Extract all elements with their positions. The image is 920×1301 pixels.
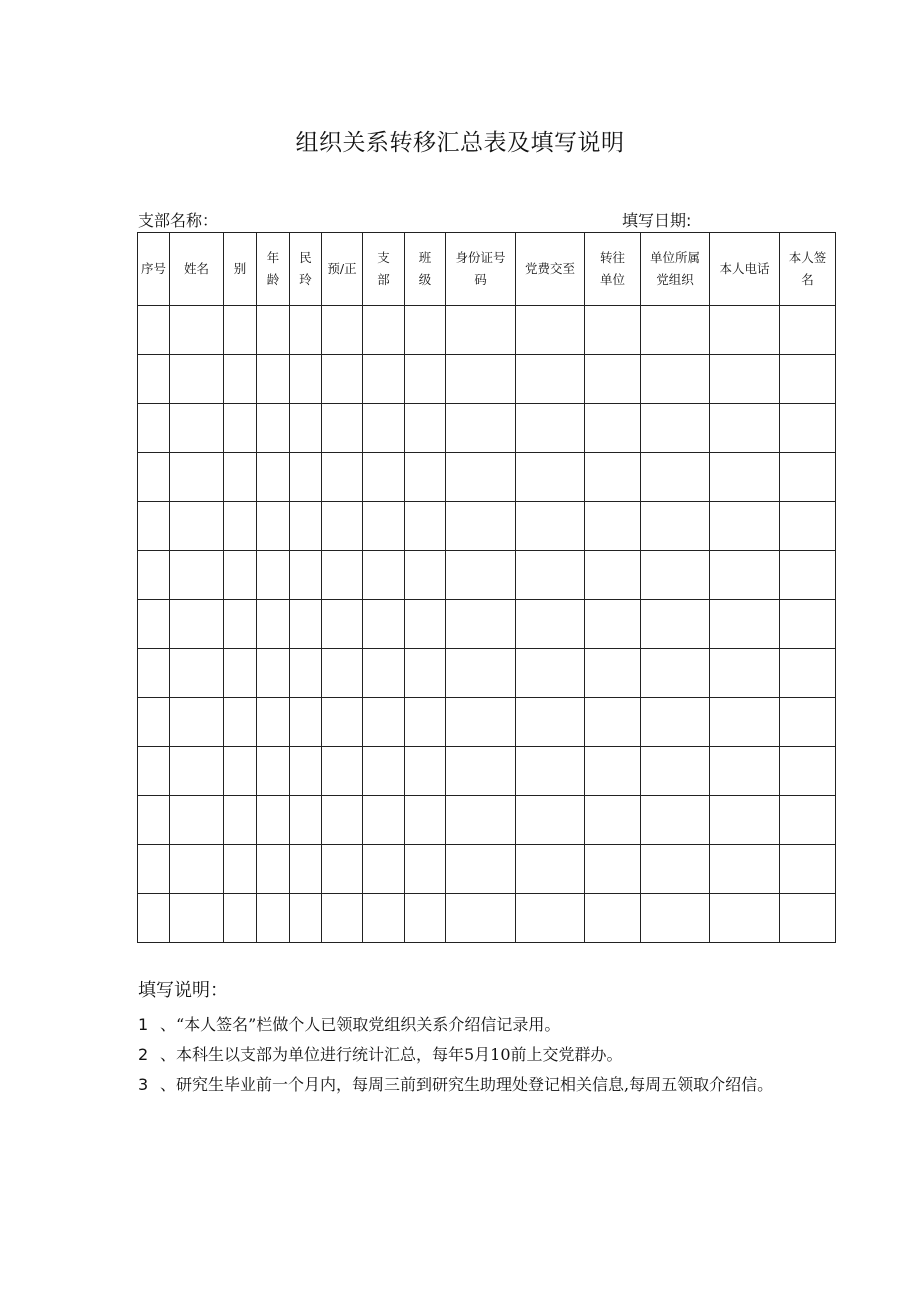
cell-class[interactable]: [405, 600, 446, 649]
cell-name[interactable]: [170, 551, 224, 600]
cell-age[interactable]: [257, 551, 290, 600]
cell-sign[interactable]: [780, 306, 836, 355]
cell-branch[interactable]: [363, 845, 405, 894]
cell-transfer[interactable]: [585, 502, 641, 551]
table-row: [138, 894, 836, 943]
cell-id[interactable]: [446, 551, 516, 600]
instruction-item-3: [138, 1070, 838, 1100]
cell-fee[interactable]: [516, 600, 585, 649]
cell-ethnic[interactable]: [290, 845, 322, 894]
cell-status[interactable]: [322, 894, 363, 943]
cell-id[interactable]: [446, 845, 516, 894]
cell-org[interactable]: [641, 796, 710, 845]
table-row: [138, 355, 836, 404]
cell-name[interactable]: [170, 453, 224, 502]
cell-seq[interactable]: [138, 845, 170, 894]
cell-transfer[interactable]: [585, 894, 641, 943]
cell-fee[interactable]: [516, 551, 585, 600]
instruction-item-2: [138, 1040, 838, 1070]
cell-class[interactable]: [405, 355, 446, 404]
cell-class[interactable]: [405, 306, 446, 355]
cell-gender[interactable]: [224, 649, 257, 698]
cell-id[interactable]: [446, 502, 516, 551]
table-row: [138, 502, 836, 551]
col-header-status: 预/正: [322, 233, 363, 306]
cell-org[interactable]: [641, 845, 710, 894]
col-header-party-org: 单位所属 党组织: [641, 233, 710, 306]
cell-id[interactable]: [446, 894, 516, 943]
cell-status[interactable]: [322, 796, 363, 845]
cell-status[interactable]: [322, 747, 363, 796]
cell-sign[interactable]: [780, 355, 836, 404]
cell-fee[interactable]: [516, 845, 585, 894]
cell-fee[interactable]: [516, 796, 585, 845]
cell-phone[interactable]: [710, 894, 780, 943]
table-row: [138, 698, 836, 747]
col-header-seq: 序号: [138, 233, 170, 306]
cell-sign[interactable]: [780, 551, 836, 600]
instructions-heading: 填写说明：: [138, 980, 228, 1001]
cell-gender[interactable]: [224, 894, 257, 943]
cell-ethnic[interactable]: [290, 502, 322, 551]
cell-gender[interactable]: [224, 502, 257, 551]
cell-status[interactable]: [322, 502, 363, 551]
cell-age[interactable]: [257, 355, 290, 404]
cell-gender[interactable]: [224, 404, 257, 453]
cell-ethnic[interactable]: [290, 747, 322, 796]
col-header-ethnic: 民 玲: [290, 233, 322, 306]
cell-class[interactable]: [405, 502, 446, 551]
cell-branch[interactable]: [363, 747, 405, 796]
cell-gender[interactable]: [224, 796, 257, 845]
cell-seq[interactable]: [138, 600, 170, 649]
cell-branch[interactable]: [363, 600, 405, 649]
cell-age[interactable]: [257, 698, 290, 747]
fill-date-label: 填写日期:: [622, 211, 692, 230]
cell-seq[interactable]: [138, 649, 170, 698]
cell-class[interactable]: [405, 649, 446, 698]
cell-branch[interactable]: [363, 453, 405, 502]
cell-seq[interactable]: [138, 306, 170, 355]
cell-org[interactable]: [641, 894, 710, 943]
table-row: [138, 649, 836, 698]
cell-fee[interactable]: [516, 649, 585, 698]
cell-org[interactable]: [641, 355, 710, 404]
cell-phone[interactable]: [710, 649, 780, 698]
cell-org[interactable]: [641, 453, 710, 502]
cell-seq[interactable]: [138, 404, 170, 453]
cell-fee[interactable]: [516, 355, 585, 404]
cell-org[interactable]: [641, 600, 710, 649]
cell-gender[interactable]: [224, 698, 257, 747]
cell-org[interactable]: [641, 404, 710, 453]
cell-transfer[interactable]: [585, 747, 641, 796]
cell-seq[interactable]: [138, 502, 170, 551]
cell-branch[interactable]: [363, 698, 405, 747]
cell-transfer[interactable]: [585, 698, 641, 747]
cell-name[interactable]: [170, 355, 224, 404]
cell-class[interactable]: [405, 894, 446, 943]
cell-status[interactable]: [322, 355, 363, 404]
cell-branch[interactable]: [363, 796, 405, 845]
cell-transfer[interactable]: [585, 453, 641, 502]
cell-transfer[interactable]: [585, 306, 641, 355]
cell-phone[interactable]: [710, 453, 780, 502]
cell-ethnic[interactable]: [290, 698, 322, 747]
cell-class[interactable]: [405, 747, 446, 796]
cell-gender[interactable]: [224, 551, 257, 600]
cell-id[interactable]: [446, 453, 516, 502]
cell-ethnic[interactable]: [290, 649, 322, 698]
cell-age[interactable]: [257, 600, 290, 649]
cell-transfer[interactable]: [585, 404, 641, 453]
cell-age[interactable]: [257, 894, 290, 943]
cell-name[interactable]: [170, 502, 224, 551]
cell-phone[interactable]: [710, 306, 780, 355]
cell-name[interactable]: [170, 796, 224, 845]
cell-org[interactable]: [641, 306, 710, 355]
col-header-fee-paid-to: 党费交至: [516, 233, 585, 306]
cell-ethnic[interactable]: [290, 894, 322, 943]
cell-transfer[interactable]: [585, 845, 641, 894]
cell-phone[interactable]: [710, 600, 780, 649]
instruction-text: 、本科生以支部为单位进行统计汇总，每年5月10前上交党群办。: [160, 1045, 623, 1064]
cell-fee[interactable]: [516, 502, 585, 551]
col-header-transfer-unit: 转往 单位: [585, 233, 641, 306]
cell-ethnic[interactable]: [290, 404, 322, 453]
cell-age[interactable]: [257, 453, 290, 502]
col-header-age: 年 龄: [257, 233, 290, 306]
cell-seq[interactable]: [138, 698, 170, 747]
cell-seq[interactable]: [138, 796, 170, 845]
cell-seq[interactable]: [138, 894, 170, 943]
cell-ethnic[interactable]: [290, 306, 322, 355]
cell-class[interactable]: [405, 845, 446, 894]
cell-id[interactable]: [446, 796, 516, 845]
cell-org[interactable]: [641, 747, 710, 796]
cell-name[interactable]: [170, 894, 224, 943]
cell-org[interactable]: [641, 698, 710, 747]
cell-gender[interactable]: [224, 355, 257, 404]
cell-sign[interactable]: [780, 404, 836, 453]
cell-status[interactable]: [322, 600, 363, 649]
cell-class[interactable]: [405, 551, 446, 600]
col-header-class: 班 级: [405, 233, 446, 306]
instruction-number: 1: [138, 1015, 149, 1034]
cell-org[interactable]: [641, 502, 710, 551]
cell-sign[interactable]: [780, 845, 836, 894]
cell-name[interactable]: [170, 306, 224, 355]
cell-id[interactable]: [446, 649, 516, 698]
cell-phone[interactable]: [710, 404, 780, 453]
cell-id[interactable]: [446, 747, 516, 796]
cell-sign[interactable]: [780, 796, 836, 845]
cell-gender[interactable]: [224, 306, 257, 355]
cell-phone[interactable]: [710, 698, 780, 747]
cell-sign[interactable]: [780, 600, 836, 649]
cell-branch[interactable]: [363, 306, 405, 355]
cell-gender[interactable]: [224, 747, 257, 796]
cell-gender[interactable]: [224, 845, 257, 894]
instruction-text: 、研究生毕业前一个月内，每周三前到研究生助理处登记相关信息,每周五领取介绍信。: [160, 1075, 774, 1094]
cell-transfer[interactable]: [585, 796, 641, 845]
cell-phone[interactable]: [710, 355, 780, 404]
instruction-text: 、“本人签名”栏做个人已领取党组织关系介绍信记录用。: [160, 1015, 561, 1034]
instruction-number: 3: [138, 1075, 149, 1094]
cell-sign[interactable]: [780, 649, 836, 698]
cell-age[interactable]: [257, 404, 290, 453]
cell-fee[interactable]: [516, 453, 585, 502]
cell-age[interactable]: [257, 649, 290, 698]
cell-phone[interactable]: [710, 502, 780, 551]
table-row: [138, 404, 836, 453]
cell-age[interactable]: [257, 796, 290, 845]
cell-phone[interactable]: [710, 551, 780, 600]
cell-age[interactable]: [257, 845, 290, 894]
cell-branch[interactable]: [363, 404, 405, 453]
cell-status[interactable]: [322, 845, 363, 894]
cell-ethnic[interactable]: [290, 551, 322, 600]
cell-phone[interactable]: [710, 845, 780, 894]
cell-transfer[interactable]: [585, 600, 641, 649]
cell-branch[interactable]: [363, 649, 405, 698]
table-row: [138, 453, 836, 502]
col-header-gender: 别: [224, 233, 257, 306]
cell-name[interactable]: [170, 698, 224, 747]
cell-org[interactable]: [641, 551, 710, 600]
table-row: [138, 747, 836, 796]
cell-gender[interactable]: [224, 600, 257, 649]
table-row: [138, 845, 836, 894]
cell-class[interactable]: [405, 404, 446, 453]
table-row: [138, 551, 836, 600]
cell-sign[interactable]: [780, 747, 836, 796]
cell-status[interactable]: [322, 404, 363, 453]
page-title: 组织关系转移汇总表及填写说明: [295, 130, 625, 156]
cell-sign[interactable]: [780, 453, 836, 502]
col-header-phone: 本人电话: [710, 233, 780, 306]
cell-class[interactable]: [405, 796, 446, 845]
table-row: [138, 306, 836, 355]
cell-branch[interactable]: [363, 355, 405, 404]
table-row: [138, 796, 836, 845]
cell-status[interactable]: [322, 698, 363, 747]
cell-seq[interactable]: [138, 453, 170, 502]
cell-ethnic[interactable]: [290, 453, 322, 502]
cell-name[interactable]: [170, 404, 224, 453]
cell-id[interactable]: [446, 306, 516, 355]
transfer-summary-table: [137, 232, 836, 943]
col-header-branch: 支 部: [363, 233, 405, 306]
table-header-row: [138, 233, 836, 306]
cell-fee[interactable]: [516, 404, 585, 453]
cell-fee[interactable]: [516, 747, 585, 796]
cell-fee[interactable]: [516, 306, 585, 355]
cell-name[interactable]: [170, 600, 224, 649]
cell-phone[interactable]: [710, 747, 780, 796]
cell-status[interactable]: [322, 649, 363, 698]
cell-status[interactable]: [322, 551, 363, 600]
cell-class[interactable]: [405, 698, 446, 747]
cell-ethnic[interactable]: [290, 355, 322, 404]
cell-id[interactable]: [446, 698, 516, 747]
cell-transfer[interactable]: [585, 355, 641, 404]
instruction-number: 2: [138, 1045, 149, 1064]
cell-transfer[interactable]: [585, 551, 641, 600]
cell-seq[interactable]: [138, 747, 170, 796]
cell-sign[interactable]: [780, 502, 836, 551]
cell-id[interactable]: [446, 355, 516, 404]
cell-transfer[interactable]: [585, 649, 641, 698]
col-header-id-number: 身份证号 码: [446, 233, 516, 306]
cell-org[interactable]: [641, 649, 710, 698]
cell-ethnic[interactable]: [290, 796, 322, 845]
cell-fee[interactable]: [516, 894, 585, 943]
instruction-item-1: [138, 1010, 838, 1040]
table-row: [138, 600, 836, 649]
cell-branch[interactable]: [363, 502, 405, 551]
cell-branch[interactable]: [363, 551, 405, 600]
col-header-name: 姓名: [170, 233, 224, 306]
cell-name[interactable]: [170, 845, 224, 894]
cell-seq[interactable]: [138, 355, 170, 404]
cell-name[interactable]: [170, 747, 224, 796]
cell-gender[interactable]: [224, 453, 257, 502]
cell-age[interactable]: [257, 306, 290, 355]
cell-sign[interactable]: [780, 698, 836, 747]
cell-age[interactable]: [257, 502, 290, 551]
cell-sign[interactable]: [780, 894, 836, 943]
cell-ethnic[interactable]: [290, 600, 322, 649]
cell-name[interactable]: [170, 649, 224, 698]
cell-status[interactable]: [322, 453, 363, 502]
cell-id[interactable]: [446, 600, 516, 649]
cell-age[interactable]: [257, 747, 290, 796]
cell-seq[interactable]: [138, 551, 170, 600]
cell-status[interactable]: [322, 306, 363, 355]
col-header-signature: 本人签 名: [780, 233, 836, 306]
cell-id[interactable]: [446, 404, 516, 453]
branch-name-label: 支部名称：: [138, 211, 219, 230]
cell-phone[interactable]: [710, 796, 780, 845]
instructions-section: [138, 976, 838, 1100]
cell-fee[interactable]: [516, 698, 585, 747]
cell-branch[interactable]: [363, 894, 405, 943]
cell-class[interactable]: [405, 453, 446, 502]
